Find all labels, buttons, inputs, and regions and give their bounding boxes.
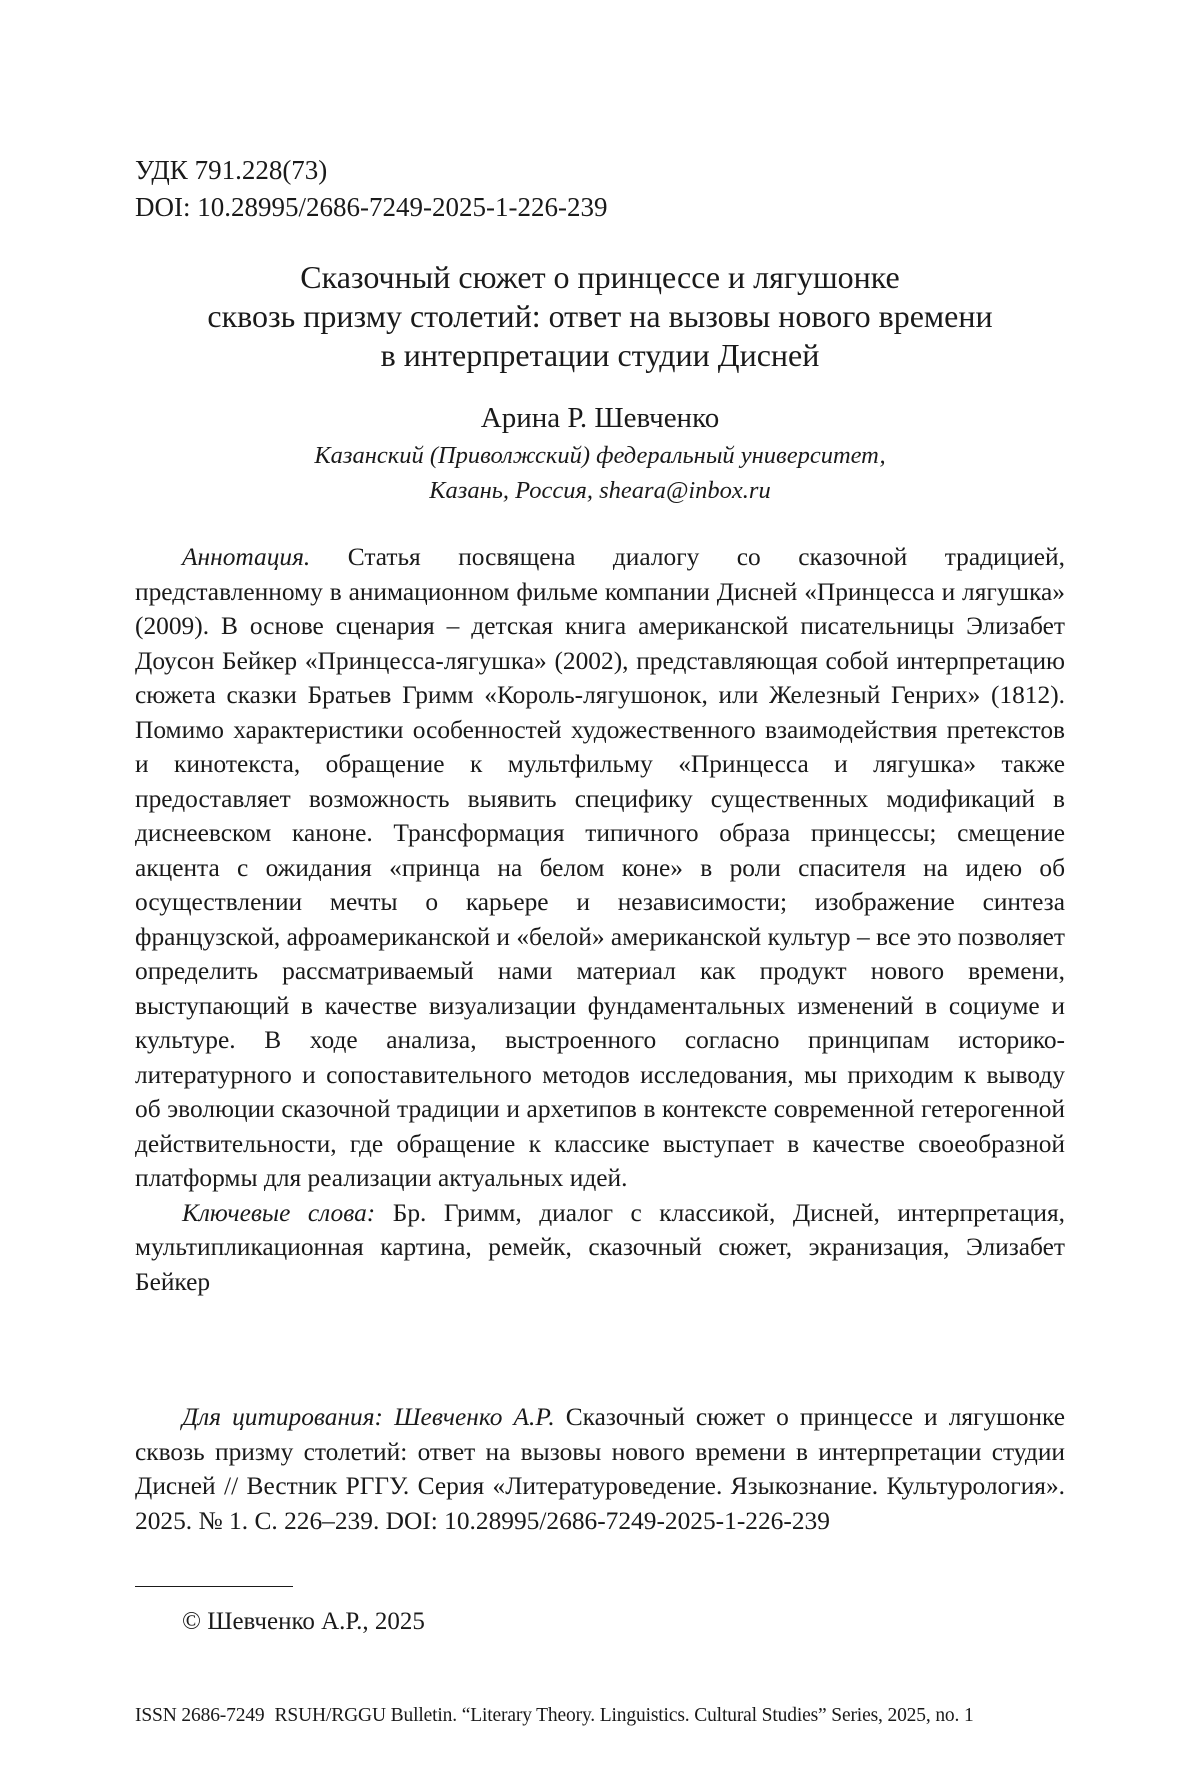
author-name: Арина Р. Шевченко	[480, 402, 720, 434]
abstract-section	[135, 540, 1065, 1299]
keywords-paragraph	[135, 1196, 1065, 1300]
abstract-text: Статья посвящена диалогу со сказочной традицией, представленному в анимационном фильме компании Дисней «Принцесса и лягушка» (2009). В основе сценария – детская книга американской писательницы Элизабет Доусон Бейкер «Принцесса-лягушка» (2002), представляющая собой интерпретацию сюжета сказки Братьев Гримм «Король-лягушонок, или Железный Генрих» (1812). Помимо характеристики особенностей художественного взаимодействия претекстов и кинотекста, обращение к мультфильму «Принцесса и лягушка» также предоставляет возможность выявить специфику существенных модификаций в диснеевском каноне. Трансформация типичного образа принцессы; смещение акцента с ожидания «принца на белом коне» в роли спасителя на идею об осуществлении мечты о карьере и независимости; изображение синтеза французской, афроамериканской и «белой» американской культур – все это позволяет определить рассматриваемый нами материал как продукт нового времени, выступающий в качестве визуализации фундаментальных изменений в социуме и культуре. В ходе анализа, выстроенного согласно принципам историко-литературного и сопоставительного методов исследования, мы приходим к выводу об эволюции сказочной традиции и архетипов в контексте современной гетерогенной действительности, где обращение к классике выступает в качестве своеобразной платформы для реализации актуальных идей.	[135, 543, 1065, 1192]
author-affiliation	[135, 438, 1065, 508]
page-footer	[135, 1703, 1065, 1729]
citation-section	[135, 1400, 1065, 1538]
copyright-notice: © Шевченко А.Р., 2025	[182, 1608, 425, 1635]
abstract-label: Аннотация.	[182, 543, 311, 571]
keywords-label: Ключевые слова:	[182, 1198, 376, 1227]
article-title	[135, 258, 1065, 375]
article-identifiers	[135, 152, 1075, 226]
doi-identifier: DOI: 10.28995/2686-7249-2025-1-226-239	[135, 192, 608, 222]
title-line: сквозь призму столетий: ответ на вызовы нового времени	[207, 298, 993, 334]
citation-label: Для цитирования: Шевченко А.Р.	[182, 1403, 555, 1431]
abstract-paragraph	[135, 540, 1065, 1196]
footer-journal: RSUH/RGGU Bulletin. “Literary Theory. Linguistics. Cultural Studies” Series, 2025, no. 1	[274, 1705, 974, 1726]
title-line: Сказочный сюжет о принцессе и лягушонке	[300, 259, 900, 295]
citation-paragraph	[135, 1400, 1065, 1538]
citation-text: Сказочный сюжет о принцессе и лягушонке сквозь призму столетий: ответ на вызовы нового времени в интерпретации студии Дисней // Вестник РГГУ. Серия «Литературоведение. Языкознание. Культурология». 2025. № 1. С. 226–239. DOI: 10.28995/2686-7249-2025-1-226-239	[135, 1403, 1065, 1535]
affiliation-line: Казань, Россия, sheara@inbox.ru	[429, 477, 771, 504]
udk-code: УДК 791.228(73)	[135, 155, 328, 185]
footer-issn: ISSN 2686-7249	[135, 1705, 265, 1726]
affiliation-line: Казанский (Приволжский) федеральный университет,	[314, 442, 886, 469]
title-line: в интерпретации студии Дисней	[380, 337, 820, 373]
footnote-divider	[135, 1586, 293, 1587]
keywords-text: Бр. Гримм, диалог с классикой, Дисней, интерпретация, мультипликационная картина, ремейк, сказочный сюжет, экранизация, Элизабет Бейкер	[135, 1198, 1065, 1296]
